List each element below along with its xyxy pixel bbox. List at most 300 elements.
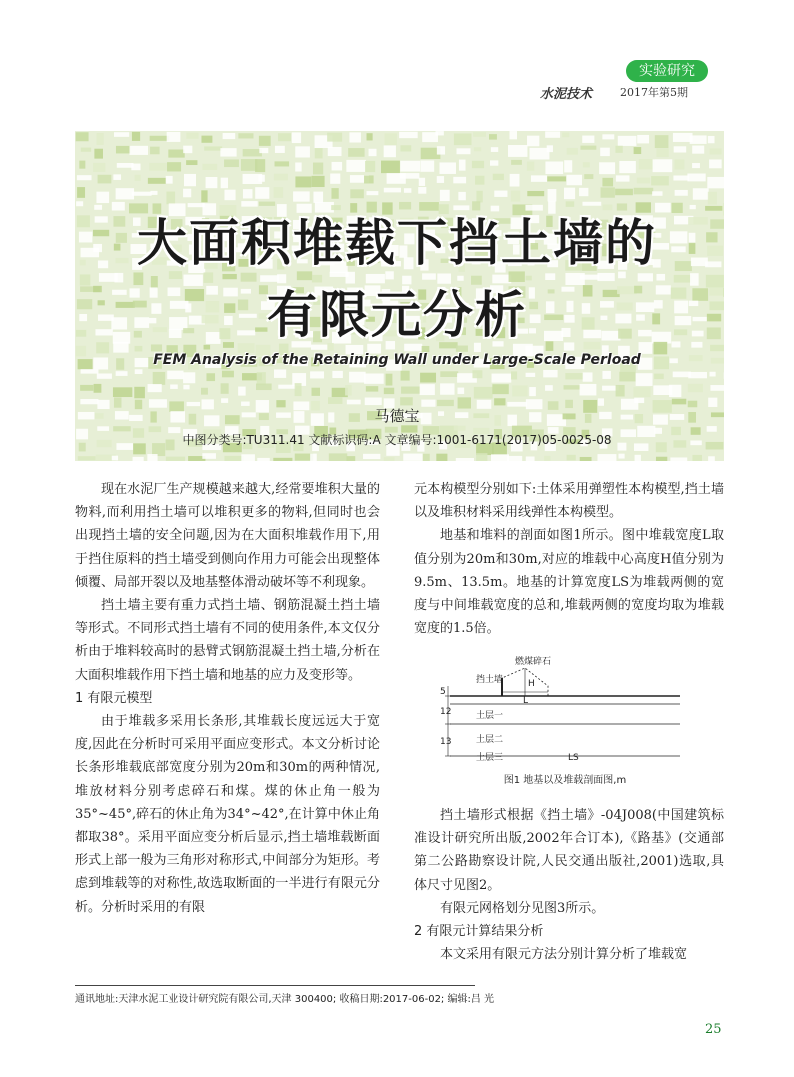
banner-tile [637, 135, 649, 143]
banner-tile [688, 372, 707, 378]
banner-tile [454, 133, 472, 145]
banner-tile [616, 175, 630, 181]
banner-tile [474, 387, 493, 399]
banner-tile [493, 174, 504, 180]
banner-tile [401, 371, 410, 381]
banner-tile [404, 188, 411, 193]
banner-tile [116, 146, 130, 154]
banner-tile [710, 385, 724, 391]
journal-name: 水泥技术 [540, 87, 593, 102]
banner-tile [366, 386, 378, 391]
paragraph: 地基和堆料的剖面如图1所示。图中堆载宽度L取值分别为20m和30m,对应的堆载中心高度H值分别为9.5m、13.5m。地基的计算宽度LS为堆载两侧的宽度与中间堆载宽度的总和,堆载两侧的宽度均取为堆载宽度的1.5倍。 [414, 528, 724, 637]
banner-tile [77, 187, 85, 198]
banner-tile [708, 456, 715, 461]
banner-tile [345, 385, 352, 395]
banner-tile [96, 192, 109, 203]
banner-tile [183, 189, 191, 198]
banner-tile [545, 162, 563, 175]
banner-tile [348, 148, 364, 157]
banner-tile [566, 175, 582, 186]
banner-tile [116, 371, 128, 376]
banner-tile [243, 149, 262, 156]
banner-tile [654, 374, 664, 379]
banner-tile [619, 161, 636, 173]
banner-tile [599, 162, 615, 174]
paragraph: 挡土墙形式根据《挡土墙》-04J008(中国建筑标准设计研究所出版,2002年合订本),《路基》(交通部第二公路勘察设计院,人民交通出版社,2001)选取,具体尺寸见图2。 [414, 808, 724, 893]
banner-tile [675, 159, 685, 169]
title-line-1: 大面积堆载下挡土墙的 [137, 214, 657, 272]
banner-tile [511, 191, 520, 202]
banner-tile [511, 371, 517, 379]
banner-tile [332, 371, 342, 378]
banner-tile [473, 132, 486, 137]
label-ls: LS [568, 753, 579, 763]
banner-tile [363, 454, 380, 459]
banner-tile [148, 384, 162, 392]
left-column [75, 478, 380, 919]
footnote-divider [75, 985, 475, 986]
banner-tile [437, 176, 444, 183]
banner-tile [130, 146, 149, 155]
banner-tile [616, 385, 625, 397]
banner-tile [656, 148, 668, 157]
paragraph: 现在水泥厂生产规模越来越大,经常要堆积大量的物料,而利用挡土墙可以堆积更多的物料,但同时也会出现挡土墙的安全问题,因为在大面积堆载作用下,用于挡住原料的挡土墙受到侧向作用力可能会出现整体倾覆、局部开裂以及地基整体滑动破坏等不利现象。 [75, 482, 380, 590]
banner-tile [655, 135, 669, 148]
banner-tile [315, 148, 323, 158]
banner-tile [527, 191, 544, 196]
banner-tile [400, 145, 411, 151]
banner-tile [153, 372, 166, 385]
banner-tile [257, 458, 270, 461]
banner-tile [222, 371, 234, 378]
paragraph: 有限元网格划分见图3所示。 [440, 900, 605, 916]
banner-tile [364, 175, 374, 183]
banner-tile [494, 191, 507, 197]
banner-tile [292, 132, 301, 143]
banner-tile [420, 160, 434, 171]
banner-tile [135, 175, 141, 181]
banner-tile [133, 457, 144, 461]
banner-tile [673, 175, 689, 180]
banner-tile [274, 174, 288, 181]
banner-tile [80, 385, 93, 391]
banner-tile [132, 132, 140, 141]
banner-tile [710, 148, 722, 154]
banner-tile [670, 457, 687, 461]
banner-tile [278, 385, 296, 389]
author: 马德宝 [374, 407, 420, 425]
banner-tile [202, 164, 217, 170]
label-dim-5: 5 [440, 687, 446, 697]
paragraph: 本文采用有限元方法分别计算分析了堆载宽 [440, 947, 688, 963]
banner-tile [274, 369, 286, 377]
banner-tile [602, 134, 614, 139]
banner-tile [149, 163, 167, 171]
banner-tile [94, 384, 102, 393]
banner-tile [420, 384, 435, 395]
banner-tile [579, 188, 588, 196]
banner-tile [134, 387, 145, 398]
banner-tile [440, 383, 454, 394]
banner-tile [600, 148, 610, 156]
banner-tile [634, 398, 644, 403]
label-layer3: 土层三 [476, 753, 504, 763]
banner-tile [615, 189, 633, 196]
banner-tile [526, 456, 535, 461]
banner-tile [399, 132, 418, 138]
banner-tile [114, 132, 129, 137]
banner-tile [98, 175, 112, 184]
banner-tile [475, 176, 484, 185]
banner-tile [148, 178, 166, 184]
banner-tile [437, 146, 445, 154]
banner-tile [489, 134, 497, 139]
banner-tile [472, 370, 482, 378]
banner-tile [221, 383, 229, 393]
banner-tile [692, 146, 704, 154]
banner-tile [545, 131, 560, 137]
banner-tile [206, 177, 218, 188]
banner-tile [564, 188, 575, 199]
banner-tile [366, 191, 378, 195]
banner-tile [580, 146, 596, 150]
banner-tile [527, 162, 534, 171]
banner-tile [692, 163, 700, 168]
label-layer2: 土层二 [476, 735, 504, 745]
banner-tile [347, 456, 356, 461]
banner-tile [673, 372, 691, 378]
figure-1-diagram [440, 656, 690, 766]
banner-tile [423, 454, 430, 461]
banner-tile [562, 133, 569, 138]
label-dim-13: 13 [440, 737, 452, 747]
banner-tile [201, 388, 208, 395]
banner-tile [635, 455, 641, 461]
banner-tile [381, 161, 400, 174]
banner-tile [150, 136, 170, 141]
banner-tile [615, 146, 622, 153]
banner-tile [476, 191, 482, 203]
banner-tile [436, 454, 447, 461]
banner-tile [597, 454, 616, 461]
banner-tile [97, 373, 112, 378]
banner-tile [97, 133, 104, 145]
banner-tile [459, 160, 466, 171]
banner-tile [476, 453, 487, 461]
banner-tile [312, 388, 320, 396]
banner-tile [312, 176, 325, 187]
english-title: FEM Analysis of the Retaining Wall under Large-Scale Perload [153, 352, 641, 368]
banner-tile [687, 174, 705, 182]
banner-tile [257, 372, 266, 385]
banner-tile [564, 160, 572, 172]
label-l: L [523, 696, 529, 706]
banner-tile [384, 457, 395, 461]
banner-tile [350, 189, 364, 198]
banner-tile [167, 162, 181, 171]
banner-tile [419, 178, 425, 186]
banner-tile [241, 454, 255, 461]
banner-tile [113, 387, 132, 397]
banner-tile [418, 187, 426, 194]
banner-tile [454, 426, 466, 431]
banner-tile [530, 148, 550, 160]
section-heading: 2 有限元计算结果分析 [414, 924, 544, 940]
banner-tile [440, 190, 450, 201]
banner-tile [93, 163, 105, 172]
banner-tile [167, 132, 181, 142]
banner-tile [170, 384, 178, 388]
banner-tile [602, 371, 610, 379]
banner-tile [166, 176, 173, 184]
label-layer1: 土层一 [476, 711, 504, 721]
paragraph: 元本构模型分别如下:土体采用弹塑性本构模型,挡土墙以及堆积材料采用线弹性本构模型。 [414, 482, 724, 521]
banner-tile [708, 136, 715, 143]
banner-tile [602, 178, 613, 187]
banner-tile [364, 373, 384, 383]
banner-tile [526, 373, 536, 377]
banner-tile [202, 453, 216, 459]
label-material: 燃煤碎石 [515, 657, 552, 667]
banner-tile [201, 190, 207, 202]
section-badge: 实验研究 [626, 60, 708, 82]
banner-tile [295, 162, 301, 171]
banner-tile [329, 453, 347, 461]
banner-tile [386, 374, 393, 386]
figure-caption: 图1 地基以及堆载剖面图,m [503, 775, 627, 786]
banner-tile [238, 387, 246, 396]
banner-tile [673, 133, 693, 142]
banner-tile [328, 397, 342, 404]
banner-tile [474, 147, 481, 151]
banner-tile [113, 174, 121, 180]
banner-tile [674, 146, 687, 152]
banner-tile [150, 191, 157, 195]
banner-tile [435, 131, 443, 135]
banner-tile [295, 383, 302, 396]
banner-tile [651, 176, 669, 185]
banner-tile [669, 385, 681, 397]
banner-tile [295, 146, 310, 157]
banner-tile [186, 133, 198, 139]
banner-tile [636, 373, 653, 386]
banner-tile [313, 192, 323, 203]
banner-tile [275, 161, 290, 166]
banner-tile [332, 162, 343, 171]
banner-tile [690, 135, 707, 144]
banner-tile [692, 455, 702, 461]
label-h: H [528, 679, 535, 689]
banner-tile [78, 456, 96, 460]
banner-tile [527, 136, 539, 147]
banner-tile [567, 148, 578, 155]
banner-tile [637, 178, 650, 184]
banner-tile [583, 162, 590, 167]
banner-tile [147, 454, 157, 461]
banner-tile [221, 398, 228, 403]
banner-tile [420, 373, 436, 383]
banner-tile [511, 160, 522, 165]
banner-tile [619, 372, 635, 382]
banner-tile [184, 174, 196, 186]
banner-tile [458, 192, 465, 200]
banner-tile [544, 456, 550, 461]
banner-tile [259, 136, 271, 146]
banner-tile [584, 174, 593, 179]
banner-tile [400, 161, 420, 172]
banner-tile [79, 161, 85, 169]
banner-tile [580, 457, 592, 461]
banner-tile [567, 455, 576, 461]
banner-tile [400, 173, 420, 179]
banner-tile [255, 159, 265, 172]
page-number: 25 [705, 1022, 722, 1037]
section-heading: 1 有限元模型 [75, 690, 153, 706]
banner-tile [490, 160, 498, 165]
banner-tile [656, 457, 667, 461]
banner-tile [688, 384, 703, 392]
banner-tile [401, 387, 420, 394]
footnote: 通讯地址:天津水泥工业设计研究院有限公司,天津 300400; 收稿日期:2017-06-02; 编辑:吕 光 [75, 994, 495, 1005]
banner-tile [633, 387, 650, 397]
banner-tile [81, 369, 99, 373]
banner-tile [349, 132, 361, 142]
banner-tile [346, 160, 366, 172]
banner-tile [117, 163, 134, 168]
banner-tile [439, 162, 456, 174]
banner-tile [223, 133, 236, 139]
banner-tile [548, 189, 557, 201]
banner-tile [583, 372, 593, 381]
banner-tile [509, 131, 517, 139]
banner-tile [347, 400, 361, 405]
banner-tile [112, 456, 118, 461]
banner-tile [243, 189, 253, 198]
banner-tile [255, 187, 269, 199]
banner-tile [385, 133, 397, 145]
classification-line: 中图分类号:TU311.41 文献标识码:A 文章编号:1001-6171(2017)05-0025-08 [182, 433, 612, 447]
banner-tile [349, 372, 366, 383]
banner-tile [365, 161, 375, 172]
banner-tile [580, 384, 597, 396]
banner-tile [675, 190, 688, 196]
paragraph: 挡土墙主要有重力式挡土墙、钢筋混凝土挡土墙等形式。不同形式挡土墙有不同的使用条件,本文仅分析由于堆料较高时的悬臂式钢筋混凝土挡土墙,分析在大面积堆载作用下挡土墙和地基的应力及变形等。 [75, 598, 380, 683]
banner-tile [693, 188, 709, 199]
banner-tile [186, 160, 197, 165]
banner-tile [183, 146, 192, 154]
banner-tile [275, 146, 285, 153]
banner-tile [510, 174, 520, 187]
banner-tile [547, 176, 566, 181]
right-column [414, 478, 724, 640]
banner-tile [168, 150, 184, 158]
banner-tile [224, 159, 239, 167]
banner-tile [634, 147, 642, 154]
banner-tile [384, 188, 401, 193]
banner-tile [653, 159, 673, 172]
banner-tile [330, 173, 340, 183]
banner-tile [77, 175, 92, 180]
right-column-lower [414, 804, 724, 966]
banner-tile [183, 385, 189, 390]
banner-tile [403, 454, 422, 461]
banner-tile [167, 371, 183, 380]
banner-tile [293, 191, 310, 201]
banner-tile [491, 147, 498, 152]
banner-tile [456, 458, 474, 461]
banner-tile [150, 147, 160, 155]
banner-tile [582, 136, 594, 143]
banner-tile [565, 373, 583, 379]
banner-tile [365, 398, 382, 406]
banner-tile [183, 372, 195, 383]
banner-tile [457, 148, 471, 154]
banner-tile [224, 190, 235, 200]
banner-tile [384, 145, 396, 157]
banner-tile [310, 454, 317, 461]
banner-tile [241, 159, 257, 171]
banner-tile [278, 133, 291, 141]
title-line-2: 有限元分析 [267, 286, 527, 344]
banner-tile [709, 372, 715, 377]
banner-tile [132, 192, 152, 196]
banner-tile [531, 175, 547, 181]
banner-tile [327, 133, 342, 142]
issue-label: 2017年第5期 [620, 86, 688, 99]
banner-tile [367, 133, 373, 140]
banner-tile [328, 147, 342, 156]
banner-tile [206, 373, 215, 381]
banner-tile [273, 458, 292, 461]
banner-tile [310, 371, 324, 378]
banner-tile [80, 399, 98, 404]
banner-tile [258, 175, 264, 182]
banner-tile [508, 145, 527, 157]
banner-tile [545, 385, 553, 391]
banner-tile [166, 457, 185, 461]
paragraph: 由于堆载多采用长条形,其堆载长度远远大于宽度,因此在分析时可采用平面应变形式。本文分析讨论长条形堆载底部宽度分别为20m和30m的两种情况,堆放材料分别考虑碎石和煤。煤的休止角一般为35°~45°,碎石的休止角为34°~42°,在计算中休止角都取38°。采用平面应变分析后显示,挡土墙堆载断面形式上部一般为三角形对称形式,中间部分为矩形。考虑到堆载等的对称性,故选取断面的一半进行有限元分析。分析时采用的有限 [75, 714, 380, 915]
banner-tile [543, 370, 557, 377]
label-wall: 挡土墙 [476, 675, 504, 685]
banner-tile [618, 454, 624, 459]
banner-tile [529, 387, 536, 396]
banner-tile [457, 388, 464, 394]
label-dim-12: 12 [440, 707, 452, 717]
banner-tile [116, 188, 134, 199]
banner-tile [652, 191, 662, 196]
banner-tile [709, 159, 722, 168]
banner-tile [221, 178, 228, 189]
banner-tile [453, 177, 466, 184]
banner-tile [634, 188, 654, 195]
banner-tile [201, 136, 212, 143]
banner-tile [204, 146, 222, 150]
banner-tile [564, 385, 581, 389]
banner-tile [512, 385, 527, 396]
banner-tile [384, 388, 394, 394]
banner-tile [256, 384, 272, 391]
banner-tile [238, 133, 253, 138]
banner-tile [601, 187, 615, 197]
banner-tile [331, 188, 338, 199]
banner-tile [491, 454, 509, 461]
banner-tile [259, 148, 268, 153]
banner-tile [131, 164, 140, 171]
banner-tile [440, 371, 458, 377]
banner-tile [672, 399, 686, 405]
banner-tile [135, 369, 143, 374]
banner-tile [507, 456, 522, 461]
